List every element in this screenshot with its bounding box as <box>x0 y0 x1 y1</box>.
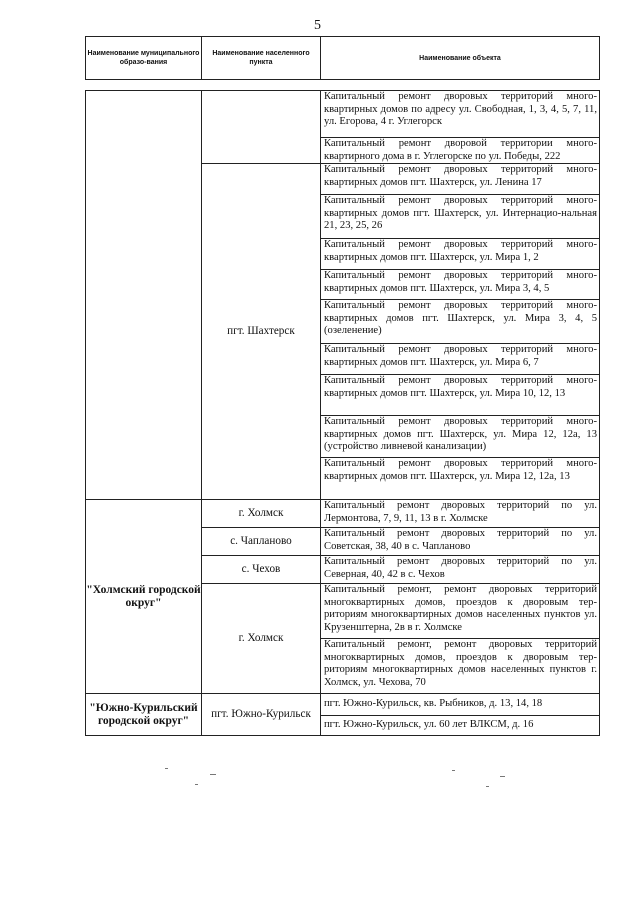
object-cell: пгт. Южно-Курильск, ул. 60 лет ВЛКСМ, д. 16 <box>321 716 600 736</box>
scan-speck <box>195 784 198 785</box>
table-row <box>86 500 600 528</box>
object-cell: Капитальный ремонт дворовых территорий по ул. Лермонтова, 7, 9, 11, 13 в г. Холмске <box>321 500 600 528</box>
object-cell: Капитальный ремонт дворовых территорий много-квартирных домов по адресу ул. Свободная, 1, 3, 4, 5, 7, 11, ул. Егорова, 4 г. Углегорск <box>321 91 600 138</box>
scan-speck <box>210 774 216 775</box>
municipality-cell-yuzhno: "Южно-Курильский городской округ" <box>86 694 202 736</box>
object-cell: Капитальный ремонт, ремонт дворовых территорий многоквартирных домов, проездов к дворовым тер-риториям многоквартирных домов населенных пунктов ул. Крузенштерна, 2в в г. Холмске <box>321 584 600 639</box>
scan-speck <box>452 770 455 771</box>
settlement-cell-shakhtersk: пгт. Шахтерск <box>202 164 321 500</box>
object-cell: Капитальный ремонт дворовых территорий по ул. Советская, 38, 40 в с. Чапланово <box>321 528 600 556</box>
object-cell: Капитальный ремонт дворовых территорий много-квартирных домов пгт. Шахтерск, ул. Интернацио-нальная 21, 23, 25, 26 <box>321 195 600 239</box>
settlement-cell-uglegorsk <box>202 91 321 164</box>
object-cell: Капитальный ремонт дворовых территорий много-квартирных домов пгт. Шахтерск, ул. Мира 6, 7 <box>321 344 600 375</box>
header-object: Наименование объекта <box>321 37 600 80</box>
header-row <box>86 37 600 80</box>
object-cell: Капитальный ремонт дворовых территорий много-квартирных домов пгт. Шахтерск, ул. Мира 3, 4, 5 <box>321 270 600 300</box>
scan-speck <box>486 786 489 787</box>
table-row <box>86 91 600 138</box>
table-row <box>86 694 600 716</box>
municipality-cell-kholmsk: "Холмский городской округ" <box>86 500 202 694</box>
settlement-cell: пгт. Южно-Курильск <box>202 694 321 736</box>
settlement-cell: с. Чехов <box>202 556 321 584</box>
object-cell: Капитальный ремонт дворовых территорий много-квартирных домов пгт. Шахтерск, ул. Мира 1, 2 <box>321 239 600 270</box>
object-cell: Капитальный ремонт дворовых территорий много-квартирных домов пгт. Шахтерск, ул. Ленина 17 <box>321 164 600 195</box>
settlement-cell: с. Чапланово <box>202 528 321 556</box>
header-table <box>85 36 600 80</box>
page-number: 5 <box>314 18 321 33</box>
scan-speck <box>500 776 505 777</box>
header-municipality: Наименование муниципального образо-вания <box>86 37 202 80</box>
object-cell: Капитальный ремонт дворовых территорий много-квартирных домов пгт. Шахтерск, ул. Мира 10, 12, 13 <box>321 375 600 416</box>
object-cell: Капитальный ремонт дворовых территорий по ул. Северная, 40, 42 в с. Чехов <box>321 556 600 584</box>
objects-table <box>85 90 600 736</box>
object-cell: Капитальный ремонт дворовых территорий много-квартирных домов пгт. Шахтерск, ул. Мира 12, 12а, 13 <box>321 458 600 500</box>
object-cell: Капитальный ремонт, ремонт дворовых территорий многоквартирных домов, проездов к дворовым тер-риториям многоквартирных домов населенных пунктов г. Холмск, ул. Чехова, 70 <box>321 639 600 694</box>
object-cell: Капитальный ремонт дворовых территорий много-квартирных домов пгт. Шахтерск, ул. Мира 12, 12а, 13 (устройство ливневой канализации) <box>321 416 600 458</box>
header-settlement: Наименование населенного пункта <box>202 37 321 80</box>
scan-speck <box>165 768 168 769</box>
municipality-cell-uglegorsk <box>86 91 202 500</box>
object-cell: Капитальный ремонт дворовой территории много-квартирного дома в г. Углегорске по ул. Победы, 222 <box>321 138 600 164</box>
object-cell: пгт. Южно-Курильск, кв. Рыбников, д. 13, 14, 18 <box>321 694 600 716</box>
object-cell: Капитальный ремонт дворовых территорий много-квартирных домов пгт. Шахтерск, ул. Мира 3, 4, 5 (озеленение) <box>321 300 600 344</box>
settlement-cell: г. Холмск <box>202 584 321 694</box>
settlement-cell: г. Холмск <box>202 500 321 528</box>
